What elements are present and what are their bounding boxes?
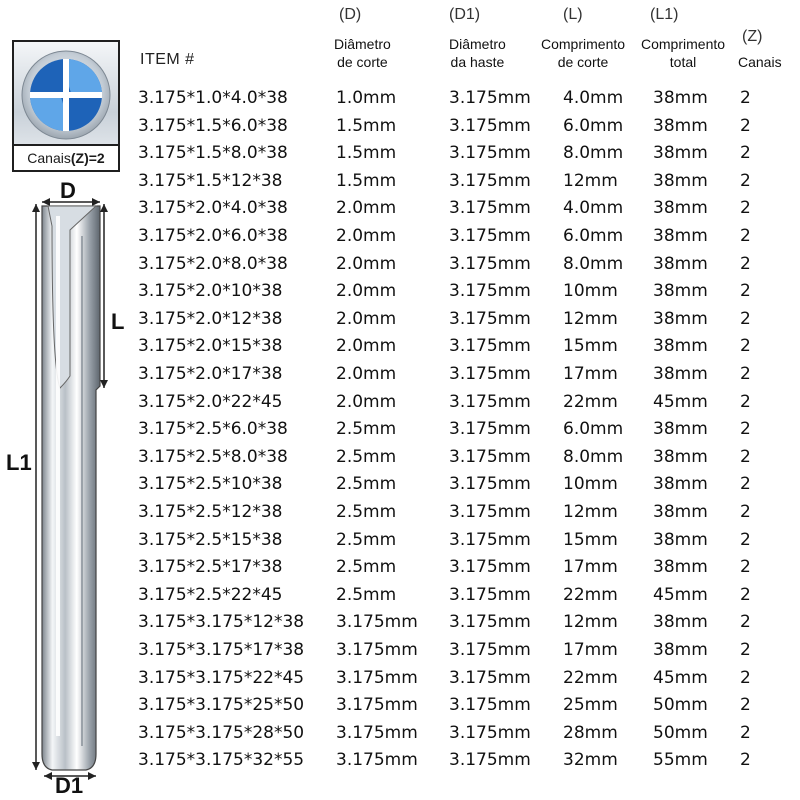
- header-l-name: Comprimento de corte: [541, 36, 626, 70]
- table-row: [0, 334, 800, 362]
- cut-diameter-cell: 2.0mm: [336, 226, 397, 246]
- item-code-cell: 3.175*2.0*8.0*38: [138, 253, 288, 274]
- cut-diameter-cell: 1.0mm: [336, 88, 397, 108]
- item-code-cell: 3.175*1.0*4.0*38: [138, 88, 288, 108]
- total-length-cell: 38mm: [653, 364, 708, 384]
- flute-count-cell: 2: [740, 502, 751, 522]
- total-length-cell: 38mm: [653, 198, 708, 219]
- cut-length-cell: 12mm: [563, 308, 618, 329]
- flute-count-cell: 2: [740, 88, 751, 108]
- table-row: [0, 252, 800, 280]
- cut-length-cell: 6.0mm: [563, 115, 624, 136]
- cut-diameter-cell: 2.0mm: [336, 253, 397, 274]
- item-code-cell: 3.175*2.5*22*45: [138, 584, 283, 605]
- cut-length-cell: 25mm: [563, 695, 618, 716]
- total-length-cell: 38mm: [653, 308, 708, 329]
- shank-diameter-cell: 3.175mm: [449, 612, 531, 633]
- shank-diameter-cell: 3.175mm: [449, 640, 531, 660]
- cut-length-cell: 22mm: [563, 584, 618, 605]
- table-row: [0, 224, 800, 252]
- flute-count-cell: 2: [740, 722, 751, 743]
- shank-diameter-cell: 3.175mm: [449, 667, 531, 688]
- table-row: [0, 141, 800, 169]
- cut-diameter-cell: 2.5mm: [336, 557, 397, 578]
- total-length-cell: 38mm: [653, 143, 708, 164]
- item-code-cell: 3.175*2.5*10*38: [138, 474, 283, 495]
- header-l1-name: Comprimento total: [641, 36, 726, 70]
- shank-diameter-cell: 3.175mm: [449, 695, 531, 716]
- cut-length-cell: 6.0mm: [563, 226, 624, 246]
- cut-length-cell: 17mm: [563, 640, 618, 660]
- flute-count-cell: 2: [740, 364, 751, 384]
- header-item: ITEM #: [140, 51, 195, 68]
- header-z-name: Canais: [738, 54, 782, 70]
- total-length-cell: 38mm: [653, 281, 708, 302]
- header-d1-code: (D1): [449, 6, 481, 23]
- cut-diameter-cell: 2.0mm: [336, 281, 397, 302]
- table-row: [0, 693, 800, 721]
- cut-diameter-cell: 2.0mm: [336, 198, 397, 219]
- cut-length-cell: 10mm: [563, 474, 618, 495]
- item-code-cell: 3.175*3.175*32*55: [138, 750, 305, 771]
- total-length-cell: 38mm: [653, 88, 708, 108]
- total-length-cell: 38mm: [653, 640, 708, 660]
- cut-length-cell: 12mm: [563, 612, 618, 633]
- table-row: [0, 472, 800, 500]
- item-code-cell: 3.175*3.175*25*50: [138, 695, 305, 716]
- cut-diameter-cell: 3.175mm: [336, 612, 418, 633]
- cut-diameter-cell: 2.5mm: [336, 502, 397, 522]
- cut-length-cell: 10mm: [563, 281, 618, 302]
- shank-diameter-cell: 3.175mm: [449, 198, 531, 219]
- item-code-cell: 3.175*2.0*6.0*38: [138, 226, 288, 246]
- cut-length-cell: 6.0mm: [563, 419, 624, 440]
- total-length-cell: 38mm: [653, 419, 708, 440]
- cut-length-cell: 8.0mm: [563, 143, 624, 164]
- d1-label: D1: [55, 773, 84, 798]
- shank-diameter-cell: 3.175mm: [449, 722, 531, 743]
- item-code-cell: 3.175*2.5*8.0*38: [138, 446, 288, 467]
- cut-length-cell: 8.0mm: [563, 253, 624, 274]
- shank-diameter-cell: 3.175mm: [449, 446, 531, 467]
- shank-diameter-cell: 3.175mm: [449, 115, 531, 136]
- header-d-name: Diâmetro de corte: [334, 36, 391, 70]
- table-row: [0, 169, 800, 197]
- total-length-cell: 38mm: [653, 446, 708, 467]
- total-length-cell: 50mm: [653, 695, 708, 716]
- cut-length-cell: 22mm: [563, 667, 618, 688]
- total-length-cell: 45mm: [653, 391, 708, 412]
- item-code-cell: 3.175*2.5*6.0*38: [138, 419, 288, 440]
- cut-length-cell: 8.0mm: [563, 446, 624, 467]
- item-code-cell: 3.175*2.5*17*38: [138, 557, 283, 578]
- flute-label-count: =2: [88, 150, 105, 166]
- total-length-cell: 38mm: [653, 170, 708, 191]
- shank-diameter-cell: 3.175mm: [449, 253, 531, 274]
- flute-count-cell: 2: [740, 226, 751, 246]
- flute-count-cell: 2: [740, 115, 751, 136]
- table-row: [0, 86, 800, 114]
- total-length-cell: 38mm: [653, 474, 708, 495]
- cut-length-cell: 12mm: [563, 170, 618, 191]
- item-code-cell: 3.175*2.0*4.0*38: [138, 198, 288, 219]
- cut-length-cell: 12mm: [563, 502, 618, 522]
- shank-diameter-cell: 3.175mm: [449, 557, 531, 578]
- shank-diameter-cell: 3.175mm: [449, 226, 531, 246]
- flute-label-symbol: (Z): [70, 150, 89, 166]
- flute-count-cell: 2: [740, 557, 751, 578]
- item-code-cell: 3.175*1.5*12*38: [138, 170, 283, 191]
- flute-count-cell: 2: [740, 640, 751, 660]
- table-row: [0, 279, 800, 307]
- table-row: [0, 638, 800, 666]
- total-length-cell: 38mm: [653, 115, 708, 136]
- shank-diameter-cell: 3.175mm: [449, 281, 531, 302]
- table-row: [0, 748, 800, 776]
- cut-diameter-cell: 3.175mm: [336, 667, 418, 688]
- shank-diameter-cell: 3.175mm: [449, 143, 531, 164]
- total-length-cell: 50mm: [653, 722, 708, 743]
- table-row: [0, 114, 800, 142]
- cut-diameter-cell: 2.0mm: [336, 308, 397, 329]
- cut-diameter-cell: 2.5mm: [336, 474, 397, 495]
- flute-count-cell: 2: [740, 308, 751, 329]
- total-length-cell: 38mm: [653, 557, 708, 578]
- shank-diameter-cell: 3.175mm: [449, 584, 531, 605]
- table-row: [0, 610, 800, 638]
- cut-length-cell: 15mm: [563, 336, 618, 357]
- item-code-cell: 3.175*2.5*12*38: [138, 502, 283, 522]
- flute-label-prefix: Canais: [27, 150, 71, 166]
- total-length-cell: 45mm: [653, 584, 708, 605]
- flute-count-cell: 2: [740, 612, 751, 633]
- header-d-code: (D): [339, 6, 362, 23]
- cut-diameter-cell: 2.0mm: [336, 364, 397, 384]
- flute-count-cell: 2: [740, 695, 751, 716]
- table-row: [0, 362, 800, 390]
- flute-count-cell: 2: [740, 281, 751, 302]
- item-code-cell: 3.175*3.175*17*38: [138, 640, 305, 660]
- shank-diameter-cell: 3.175mm: [449, 391, 531, 412]
- flute-count-cell: 2: [740, 446, 751, 467]
- item-code-cell: 3.175*3.175*22*45: [138, 667, 305, 688]
- flute-count-cell: 2: [740, 474, 751, 495]
- header-z-code: (Z): [742, 28, 763, 45]
- flute-count-cell: 2: [740, 336, 751, 357]
- cut-length-cell: 15mm: [563, 529, 618, 550]
- total-length-cell: 38mm: [653, 529, 708, 550]
- cut-diameter-cell: 3.175mm: [336, 750, 418, 771]
- shank-diameter-cell: 3.175mm: [449, 750, 531, 771]
- cut-diameter-cell: 3.175mm: [336, 695, 418, 716]
- table-row: [0, 307, 800, 335]
- shank-diameter-cell: 3.175mm: [449, 308, 531, 329]
- shank-diameter-cell: 3.175mm: [449, 170, 531, 191]
- item-code-cell: 3.175*2.0*10*38: [138, 281, 283, 302]
- cut-diameter-cell: 2.5mm: [336, 419, 397, 440]
- flute-count-cell: 2: [740, 529, 751, 550]
- cut-length-cell: 17mm: [563, 557, 618, 578]
- header-l1-code: (L1): [650, 6, 679, 23]
- flute-count-cell: 2: [740, 667, 751, 688]
- l1-label: L1: [6, 450, 32, 475]
- cut-diameter-cell: 1.5mm: [336, 170, 397, 191]
- flute-count-cell: 2: [740, 253, 751, 274]
- total-length-cell: 38mm: [653, 253, 708, 274]
- table-row: [0, 721, 800, 749]
- flute-count-cell: 2: [740, 750, 751, 771]
- item-code-cell: 3.175*3.175*28*50: [138, 722, 305, 743]
- item-code-cell: 3.175*1.5*6.0*38: [138, 115, 288, 136]
- total-length-cell: 38mm: [653, 502, 708, 522]
- cut-diameter-cell: 2.5mm: [336, 446, 397, 467]
- item-code-cell: 3.175*1.5*8.0*38: [138, 143, 288, 164]
- cut-diameter-cell: 1.5mm: [336, 143, 397, 164]
- shank-diameter-cell: 3.175mm: [449, 502, 531, 522]
- cut-length-cell: 17mm: [563, 364, 618, 384]
- cut-diameter-cell: 2.0mm: [336, 391, 397, 412]
- flute-count-cell: 2: [740, 391, 751, 412]
- cut-diameter-cell: 1.5mm: [336, 115, 397, 136]
- total-length-cell: 38mm: [653, 226, 708, 246]
- cut-length-cell: 22mm: [563, 391, 618, 412]
- shank-diameter-cell: 3.175mm: [449, 474, 531, 495]
- total-length-cell: 38mm: [653, 612, 708, 633]
- table-row: [0, 196, 800, 224]
- table-row: [0, 555, 800, 583]
- item-code-cell: 3.175*2.0*22*45: [138, 391, 283, 412]
- cut-length-cell: 4.0mm: [563, 198, 624, 219]
- cut-length-cell: 28mm: [563, 722, 618, 743]
- cut-diameter-cell: 2.5mm: [336, 584, 397, 605]
- item-code-cell: 3.175*2.5*15*38: [138, 529, 283, 550]
- item-code-cell: 3.175*2.0*12*38: [138, 308, 283, 329]
- total-length-cell: 45mm: [653, 667, 708, 688]
- shank-diameter-cell: 3.175mm: [449, 529, 531, 550]
- total-length-cell: 55mm: [653, 750, 708, 771]
- table-row: [0, 445, 800, 473]
- cut-length-cell: 4.0mm: [563, 88, 624, 108]
- total-length-cell: 38mm: [653, 336, 708, 357]
- flute-count-cell: 2: [740, 419, 751, 440]
- l-label: L: [111, 309, 125, 334]
- cut-diameter-cell: 3.175mm: [336, 640, 418, 660]
- d-label: D: [60, 178, 76, 203]
- shank-diameter-cell: 3.175mm: [449, 364, 531, 384]
- item-code-cell: 3.175*2.0*17*38: [138, 364, 283, 384]
- item-code-cell: 3.175*3.175*12*38: [138, 612, 305, 633]
- flute-count-cell: 2: [740, 198, 751, 219]
- table-row: [0, 583, 800, 611]
- shank-diameter-cell: 3.175mm: [449, 336, 531, 357]
- table-row: [0, 500, 800, 528]
- flute-count-cell: 2: [740, 584, 751, 605]
- cut-diameter-cell: 3.175mm: [336, 722, 418, 743]
- table-row: [0, 528, 800, 556]
- flute-count-cell: 2: [740, 170, 751, 191]
- table-row: [0, 390, 800, 418]
- table-row: [0, 417, 800, 445]
- cut-diameter-cell: 2.5mm: [336, 529, 397, 550]
- cut-diameter-cell: 2.0mm: [336, 336, 397, 357]
- cut-length-cell: 32mm: [563, 750, 618, 771]
- item-code-cell: 3.175*2.0*15*38: [138, 336, 283, 357]
- flute-count-cell: 2: [740, 143, 751, 164]
- table-row: [0, 666, 800, 694]
- shank-diameter-cell: 3.175mm: [449, 88, 531, 108]
- header-d1-name: Diâmetro da haste: [449, 36, 506, 70]
- shank-diameter-cell: 3.175mm: [449, 419, 531, 440]
- header-l-code: (L): [563, 6, 583, 23]
